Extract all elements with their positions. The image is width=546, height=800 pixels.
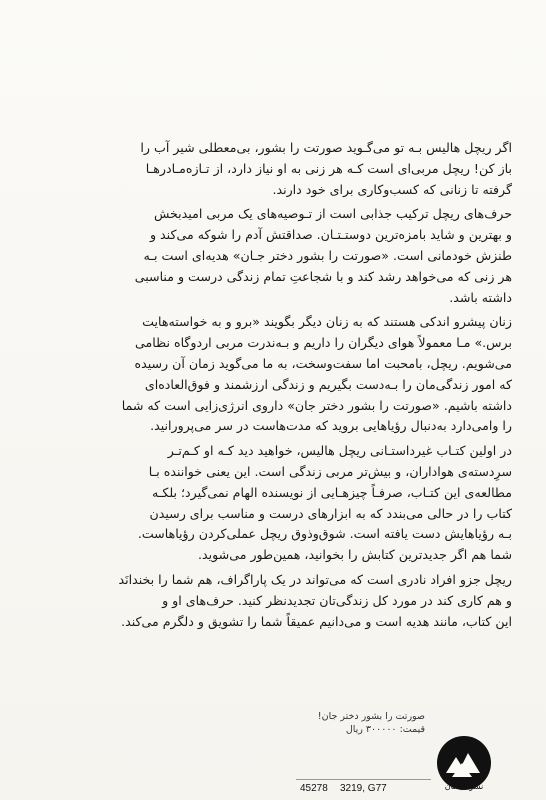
text-line: که امور زندگی‌مان را بـه‌دست بگیریم و زندگی ارزشمند و فوق‌العاده‌ای — [144, 376, 512, 392]
price-sticker — [305, 710, 425, 736]
text-line: گرفته تا زنانی که کسب‌وکاری برای خود دارند. — [272, 181, 512, 197]
book-title-label: صورتت را بشور دختر جان! — [317, 711, 425, 722]
paragraph-5 — [95, 570, 512, 632]
text-line: مطالعه‌ی این کتـاب، صرفـاً چیزهـایی از نویسنده الهام نمی‌گیرد؛ بلکـه — [151, 484, 512, 500]
text-line: این کتاب، مانند هدیه است و می‌دانیم عمیقاً شما را تشویق و دلگرم می‌کند. — [121, 613, 512, 629]
blurb-text — [95, 138, 512, 636]
paragraph-1 — [95, 138, 512, 200]
text-line: زنان پیشرو اندکی هستند که به زنان دیگر بگویند «برو و به خواسته‌هایت — [142, 314, 512, 330]
text-line: در اولین کتـاب غیرداستـانی ریچل هالیس، خواهید دید کـه او کـم‌تـر — [167, 443, 512, 459]
text-line: را وامی‌دارد به‌دنبال رؤیاهایی بروید که مدت‌هاست در سر می‌پرورانید. — [150, 418, 512, 434]
catalog-code-1: 45278 — [300, 783, 328, 794]
price-label: قیمت: ۳۰۰۰۰۰ ریال — [345, 724, 425, 735]
text-line: طنزش خودمانی است. «صورتت را بشور دختر جـان» هدیه‌ای است بـه — [143, 247, 512, 263]
paragraph-2 — [95, 204, 512, 308]
divider — [296, 779, 431, 780]
text-line: سرِدسته‌ی هواداران، و بیش‌تر مربی زندگی است. این یعنی خواننده بـا — [148, 463, 512, 479]
text-line: بـه رؤیاهایش دست یافته است. شوق‌وذوق ریچل عملی‌کردن رؤیاهاست. — [137, 526, 512, 542]
text-line: و هم کاری کند در مورد کل زندگی‌تان تجدیدنظر کنید. حرف‌های او و — [162, 592, 512, 608]
text-line: داشته باشد. — [449, 289, 512, 305]
text-line: هر زنی که می‌خواهد رشد کند و با شجاعتِ تمام زندگی درست و مناسبی — [134, 268, 512, 284]
text-line: کتاب را در حالی می‌بندد که به ابزارهای درست و مناسب برای رسیدن — [149, 505, 512, 521]
text-line: شما هم اگر جدیدترین کتابش را بخوانید، همین‌طور می‌شوید. — [198, 547, 512, 563]
publisher-name: نشر میلکان — [444, 782, 484, 791]
text-line: برس.» مـا معمولاً هوای دیگران را داریم و بـه‌ندرت مربی اردوگاه نظامی — [135, 335, 512, 351]
text-line: باز کن! ریچل مربی‌ای است کـه هر زنی به او نیاز دارد، از تـازه‌مـادرهـا — [145, 160, 512, 176]
text-line: می‌شویم. ریچل، بامحبت اما سفت‌وسخت، به ما می‌گوید زمان آن رسیده — [134, 355, 512, 371]
text-line: داشته باشیم. «صورتت را بشور دختر جان» داروی انرژی‌زایی است که شما — [121, 397, 512, 413]
paragraph-3 — [95, 312, 512, 437]
text-line: ریچل جزو افراد نادری است که می‌تواند در یک پاراگراف، هم شما را بخندانَد — [118, 571, 512, 587]
catalog-code-2: 3219, G77 — [340, 783, 387, 794]
text-line: اگر ریچل هالیس بـه تو می‌گـوید صورتت را بشور، بی‌معطلی شیر آب را — [140, 140, 512, 155]
paragraph-4 — [95, 441, 512, 566]
text-line: و بهترین و شاید بامزه‌ترین دوستـتـان. صداقتش آدم را شوکه می‌کند و — [149, 227, 512, 243]
text-line: حرف‌های ریچل ترکیب جذابی است از تـوصیه‌های یک مربی امیدبخش — [153, 206, 512, 222]
